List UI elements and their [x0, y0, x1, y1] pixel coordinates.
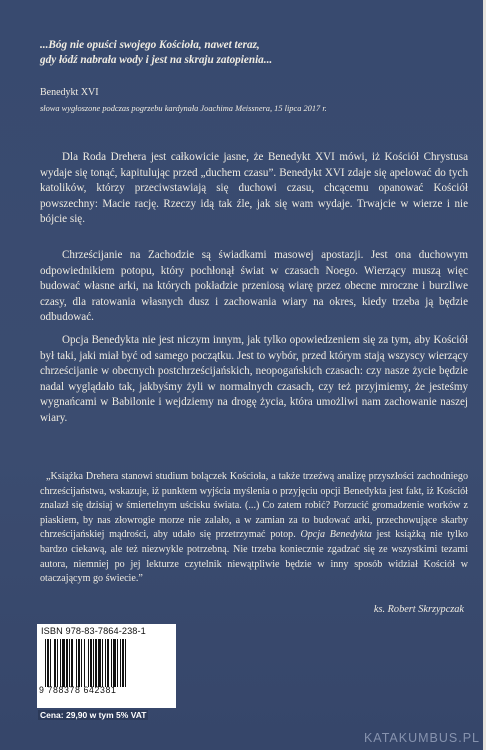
review-text-part-1: „Książka Drehera stanowi studium bolączek Kościoła, a także trzeźwą analizę przyszłości zachodniego chrześcijaństwa, wskazuje, iż punktem wyjścia myślenia o przyjęciu opcji Benedykta jest fakt, iż Kościół znalazł się dzisiaj w śmiertelnym uścisku świata. (...) Co zatem robić? Porzucić gromadzenie worków z piaskiem, by nas złowrogie morze nie zalało, a w zamian za to budować arki, przechowujące skarby chrześcijańskiej mądrości, aby udało się przetrzymać potop. [40, 471, 468, 541]
watermark-logo: KATAKUMBUS.PL [363, 731, 480, 745]
barcode-image [43, 639, 171, 687]
review-author: ks. Robert Skrzypczak [373, 604, 464, 615]
isbn-label: ISBN 978-83-7864-238-1 [41, 626, 146, 636]
epigraph-line-1: ...Bóg nie opuści swojego Kościoła, nawet teraz, [40, 39, 260, 51]
epigraph-source-note: słowa wygłoszone podczas pogrzebu kardynała Joachima Meissnera, 15 lipca 2017 r. [40, 104, 327, 113]
review-text-part-2: jest książką nie tylko bardzo ciekawą, ale też niezwykle potrzebną. Nie trzeba koniecznie zgadzać się ze wszystkimi tezami autora, niemniej po jej lekturze czytelnik niewątpliwie będzie w inny sposób widział Kościół w otaczającym go świecie.” [40, 529, 468, 585]
body-paragraph-2: Chrześcijanie na Zachodzie są świadkami masowej apostazji. Jest ona duchowym odpowiednikiem potopu, który pochłonął świat w czasach Noego. Wierzący muszą więc budować własne arki, na których pokładzie przeniosą wiarę przez obecne mroczne i burzliwe czasy, dla ratowania własnych dusz i zachowania wiary na okres, kiedy trzeba ją będzie odbudować. [40, 249, 468, 324]
barcode-digits: 9 788378 642381 [39, 685, 117, 695]
review-quote [40, 470, 468, 587]
price-label: Cena: 29,90 w tym 5% VAT [40, 710, 147, 720]
epigraph-quote [40, 38, 450, 68]
body-paragraph-1: Dla Roda Drehera jest całkowicie jasne, że Benedykt XVI mówi, iż Kościół Chrystusa wydaje się tonąć, kapitulując przed „duchem czasu”. Benedykt XVI zdaje się apelować do tych katolików, którzy przeciwstawiają się duchowi czasu, chcącemu opanować Kościół powszechny: Macie rację. Rzeczy idą tak źle, jak się wam wydaje. Trwajcie w wierze i nie bójcie się. [40, 151, 468, 226]
body-paragraph-3: Opcja Benedykta nie jest niczym innym, jak tylko opowiedzeniem się za tym, aby Kościół był taki, jaki miał być od samego początku. Jest to wybór, przed którym stają wszyscy wierzący chrześcijanie w obecnych postchrześcijańskich, neopogańskich czasach: czy nasze życie będzie nadal wyglądało tak, jakbyśmy żyli w normalnych czasach, czy też przyjmiemy, że jesteśmy wygnańcami w Babilonie i wejdziemy na drogę życia, która umożliwi nam zachowanie naszej wiary. [40, 334, 468, 424]
epigraph-author: Benedykt XVI [40, 87, 99, 98]
barcode-panel [37, 624, 176, 708]
epigraph-line-2: gdy łódź nabrała wody i jest na skraju zatopienia... [40, 54, 273, 66]
review-book-title: Opcja Benedykta [300, 529, 372, 541]
